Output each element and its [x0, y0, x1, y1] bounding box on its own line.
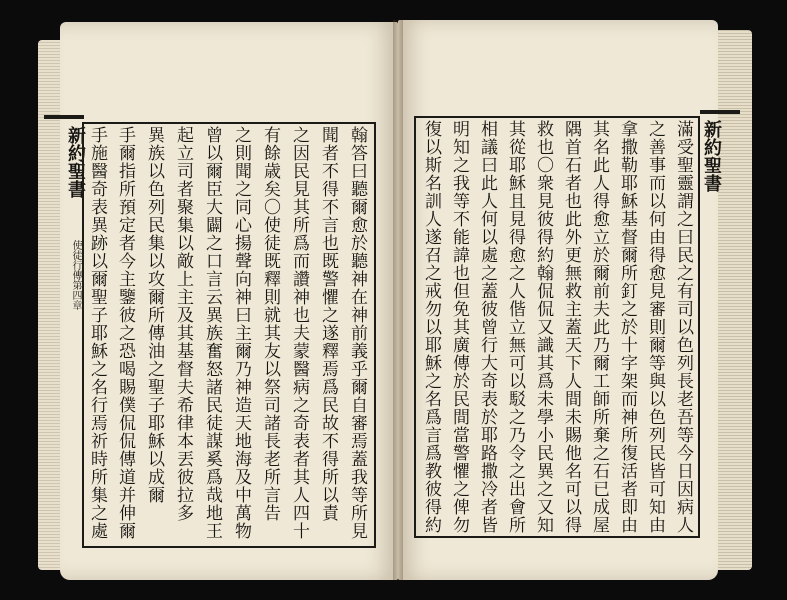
right-column-1: 滿受聖靈謂之曰民之有司以色列長老吾等今日因病人 [673, 120, 693, 534]
left-column-5: 之則聞之同心揚聲向神曰主爾乃神造天地海及中萬物 [231, 126, 251, 540]
left-column-8: 異族以色列民集以攻爾所傳油之聖子耶穌以成爾 [144, 126, 164, 504]
right-column-7: 其從耶穌且見得愈之人偕立無可以駁之乃令之出會所 [505, 120, 525, 534]
right-column-4: 其名此人得愈立於爾前夫此乃爾工師所棄之石已成屋 [589, 120, 609, 534]
right-side-title: 新約聖書 [701, 120, 722, 192]
left-column-1: 翰答曰聽爾愈於聽神在神前義乎爾自審焉蓋我等所見 [347, 126, 367, 540]
right-column-6: 救也〇衆見彼得約翰侃侃又識其爲未學小民異之又知 [533, 120, 553, 534]
right-column-3: 拿撒勒耶穌基督爾所釘之於十字架而神所復活者即由 [617, 120, 637, 534]
left-text-frame [82, 122, 376, 548]
left-column-6: 曾以爾臣大闢之口言云異族奮怒諸民徒謀奚爲哉地王 [202, 126, 222, 540]
right-column-2: 之善事而以何由得愈見審則爾等與以色列民皆可知由 [645, 120, 665, 534]
right-margin-mark [700, 110, 740, 114]
left-column-7: 起立司者聚集以敵上主及其基督夫希律本丟彼拉多 [173, 126, 193, 522]
right-column-8: 相議曰此人何以處之蓋彼曾行大奇表於耶路撒冷者皆 [477, 120, 497, 534]
left-column-3: 之因民見其所爲而讚神也夫蒙醫病之奇表者其人四十 [289, 126, 309, 540]
left-side-title: 新約聖書 [65, 126, 86, 198]
right-text-frame [414, 116, 700, 538]
right-column-10: 復以斯名訓人遂召之戒勿以耶穌之名爲言爲教彼得約 [421, 120, 441, 534]
book-gutter [393, 20, 403, 580]
left-column-10: 手施醫奇表異跡以爾聖子耶穌之名行焉祈時所集之處 [87, 126, 107, 540]
left-column-4: 有餘歳矣〇使徒既釋則就其友以祭司諸長老所言告 [260, 126, 280, 522]
left-column-2: 聞者不得不言也既警懼之遂釋焉爲民故不得所以責 [318, 126, 338, 522]
left-side-subtitle: 使徒行傳第四章 [70, 240, 81, 310]
right-column-5: 隅首石者也此外更無救主蓋天下人間未賜他名可以得 [561, 120, 581, 534]
left-margin-mark [44, 115, 84, 119]
left-column-9: 手爾指所預定者今主鑒彼之恐喝賜僕侃侃傳道并伸爾 [115, 126, 135, 540]
right-column-9: 明知之我等不能諱也但免其廣傳於民間當警懼之俾勿 [449, 120, 469, 534]
